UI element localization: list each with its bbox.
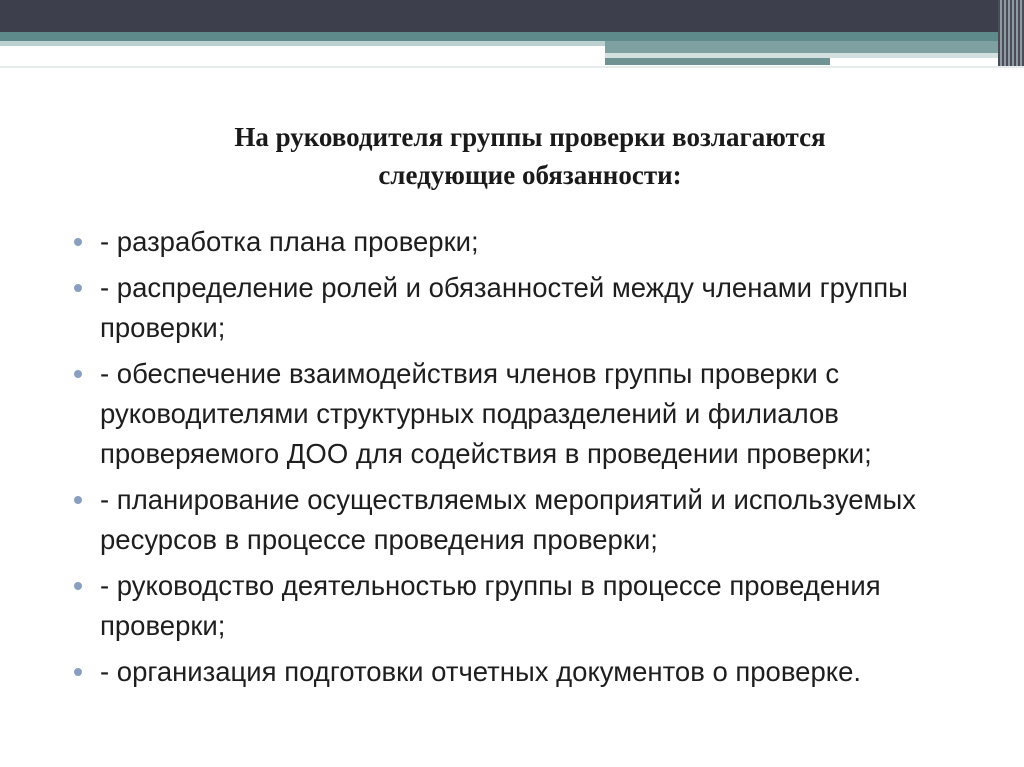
bullet-icon [74,284,82,292]
list-item-text: - разработка плана проверки; [100,226,479,257]
list-item [72,268,1002,348]
list-item-text: - руководство деятельностью группы в процессе проведения проверки; [100,570,881,641]
header-accent-strip [605,41,1000,53]
list-item-text: - планирование осуществляемых мероприятий и используемых ресурсов в процессе проведения проверки; [100,484,916,555]
bullet-icon [74,496,82,504]
list-item [72,354,1002,474]
slide-title-line-2: следующие обязанности: [378,160,682,190]
list-item [72,652,1002,692]
bullet-icon [74,370,82,378]
slide-title-line-1: На руководителя группы проверки возлагаются [234,122,826,152]
header-divider [0,66,1024,68]
slide-title [0,118,1024,194]
header-light-strip [0,41,610,46]
bullet-icon [74,668,82,676]
bullet-icon [74,582,82,590]
list-item [72,566,1002,646]
list-item-text: - обеспечение взаимодействия членов группы проверки с руководителями структурных подразделений и филиалов проверяемого ДОО для содействия в проведении проверки; [100,358,872,469]
list-item [72,480,1002,560]
header-bar [0,0,1024,32]
bullet-icon [74,238,82,246]
duties-list [72,222,1002,698]
header-decorative-lines [998,0,1024,68]
list-item-text: - организация подготовки отчетных документов о проверке. [100,656,862,687]
list-item-text: - распределение ролей и обязанностей между членами группы проверки; [100,272,908,343]
header-accent-bar [0,32,1024,41]
header-accent-strip-short [605,58,830,65]
list-item [72,222,1002,262]
